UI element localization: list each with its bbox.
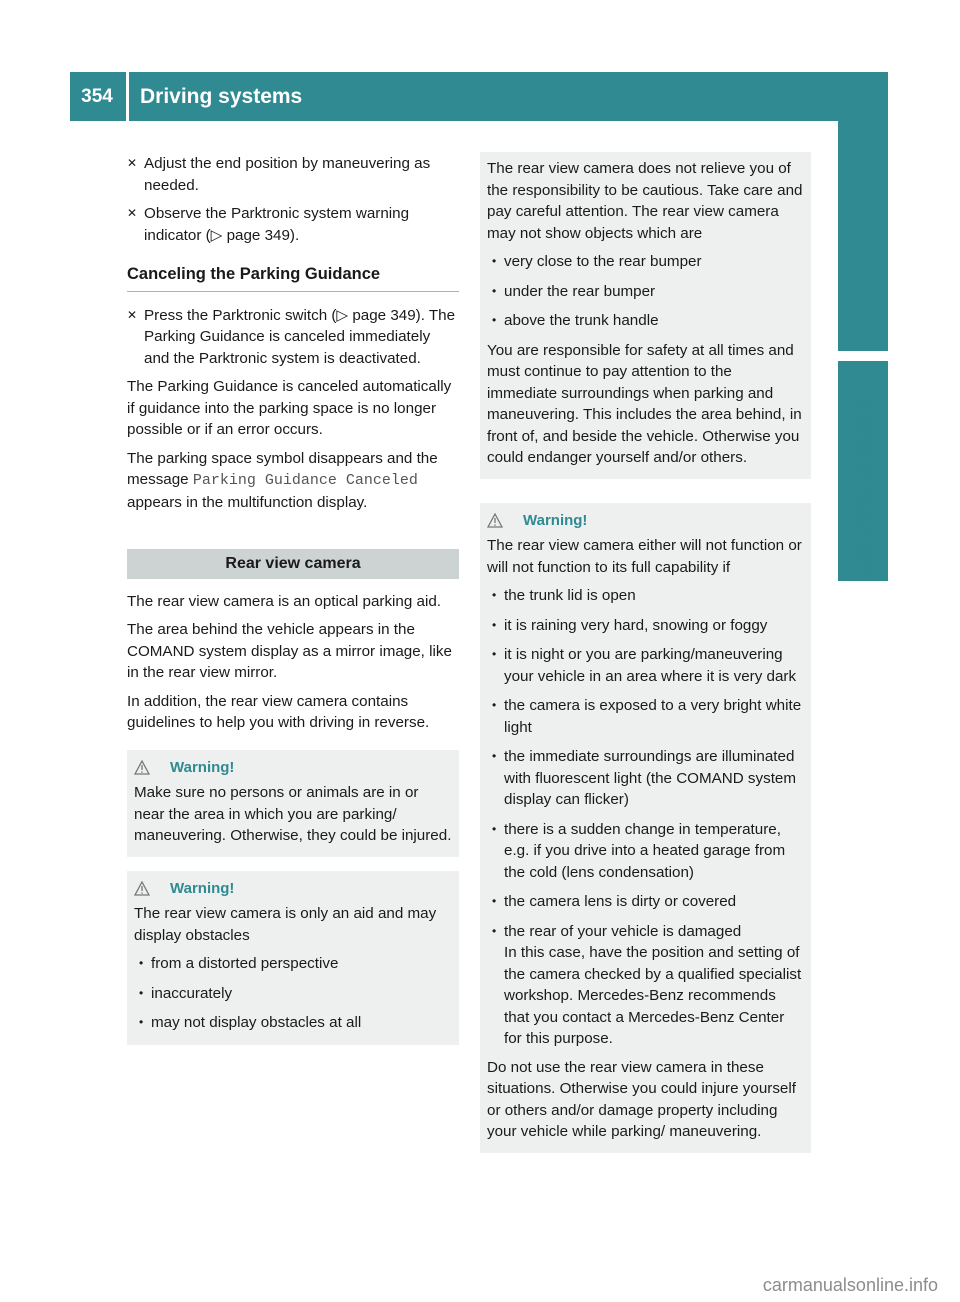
warning-title xyxy=(134,757,452,779)
warning-triangle-icon xyxy=(487,513,503,528)
note-box xyxy=(480,152,811,479)
warning-triangle-icon xyxy=(134,760,150,775)
list-item: • may not display obstacles at all xyxy=(134,1012,452,1034)
warning-outro: Do not use the rear view camera in these situations. Otherwise you could injure yourself or others and/or damage property including your vehicle while parking/ maneuvering. xyxy=(487,1058,796,1140)
side-tab-label: Controls in detail xyxy=(851,400,876,580)
paragraph: The Parking Guidance is canceled automatically if guidance into the parking space is no longer possible or if an error occurs. xyxy=(127,378,452,438)
note-outro: You are responsible for safety at all times and must continue to pay attention to the immediate surroundings when parking and maneuvering. This includes the area behind, in front of, and beside the vehicle. Otherwise you could endanger yourself and/or others. xyxy=(487,341,802,466)
camera-heading: Rear view camera xyxy=(127,549,459,579)
warning-triangle-icon xyxy=(134,881,150,896)
list-item: • from a distorted perspective xyxy=(134,953,452,975)
list-item: • above the trunk handle xyxy=(487,310,804,332)
list-item: • the immediate surroundings are illuminated with fluorescent light (the COMAND system display can flicker) xyxy=(487,746,804,811)
list-item: • the camera is exposed to a very bright white light xyxy=(487,695,804,738)
page-number: 354 xyxy=(81,85,113,107)
left-column xyxy=(127,153,459,1059)
watermark: carmanualsonline.info xyxy=(762,1275,938,1295)
header-divider xyxy=(126,72,129,121)
list-item: • it is raining very hard, snowing or foggy xyxy=(487,615,804,637)
warning-text: The rear view camera is only an aid and may display obstacles xyxy=(134,905,437,944)
page-header xyxy=(70,72,888,121)
warning-box xyxy=(127,871,459,1045)
warning-text: The rear view camera either will not function or will not function to its full capability if xyxy=(487,537,802,576)
paragraph: The rear view camera is an optical parking aid. xyxy=(127,592,442,610)
instruction-step: ✕ Adjust the end position by maneuvering as needed. xyxy=(127,153,459,196)
paragraph-text: appears in the multifunction display. xyxy=(127,493,368,511)
warning-title-text: Warning! xyxy=(170,879,235,897)
list-item: • it is night or you are parking/maneuvering your vehicle in an area where it is very dark xyxy=(487,644,804,687)
side-color-block xyxy=(838,121,888,351)
paragraph: In addition, the rear view camera contains guidelines to help you with driving in reverse. xyxy=(127,692,430,731)
instruction-step: ✕ Observe the Parktronic system warning indicator (▷ page 349). xyxy=(127,203,459,246)
warning-title-text: Warning! xyxy=(523,511,588,529)
right-column xyxy=(480,152,811,1167)
warning-title xyxy=(487,510,804,532)
list-item: • the trunk lid is open xyxy=(487,585,804,607)
instruction-step: ✕ Press the Parktronic switch (▷ page 349). The Parking Guidance is canceled immediately and the Parktronic system is deactivated. xyxy=(127,305,459,370)
list-item: • very close to the rear bumper xyxy=(487,251,804,273)
paragraph-text: The parking space symbol disappears and the message xyxy=(127,449,438,488)
list-item: • the rear of your vehicle is damaged xyxy=(487,921,804,943)
warning-text: Make sure no persons or animals are in or near the area in which you are parking/ maneuvering. Otherwise, they could be injured. xyxy=(134,784,452,844)
warning-title xyxy=(134,878,452,900)
list-item: • under the rear bumper xyxy=(487,281,804,303)
cancel-heading: Canceling the Parking Guidance xyxy=(127,264,459,292)
note-intro: The rear view camera does not relieve you of the responsibility to be cautious. Take care and pay careful attention. The rear view camera may not show objects which are xyxy=(487,160,803,242)
list-item: • inaccurately xyxy=(134,983,452,1005)
list-item: • the camera lens is dirty or covered xyxy=(487,891,804,913)
paragraph: The area behind the vehicle appears in the COMAND system display as a mirror image, like in the rear view mirror. xyxy=(127,621,452,681)
section-title: Driving systems xyxy=(140,84,303,108)
display-message: Parking Guidance Canceled xyxy=(192,472,418,489)
bullet-followup: In this case, have the position and setting of the camera checked by a qualified specialist workshop. Mercedes-Benz recommends that you contact a Mercedes-Benz Center for this purpose. xyxy=(504,944,802,1047)
paragraph xyxy=(127,448,459,514)
warning-box xyxy=(480,503,811,1153)
warning-title-text: Warning! xyxy=(170,758,235,776)
list-item: • there is a sudden change in temperature, e.g. if you drive into a heated garage from the cold (lens condensation) xyxy=(487,819,804,884)
warning-box xyxy=(127,750,459,857)
